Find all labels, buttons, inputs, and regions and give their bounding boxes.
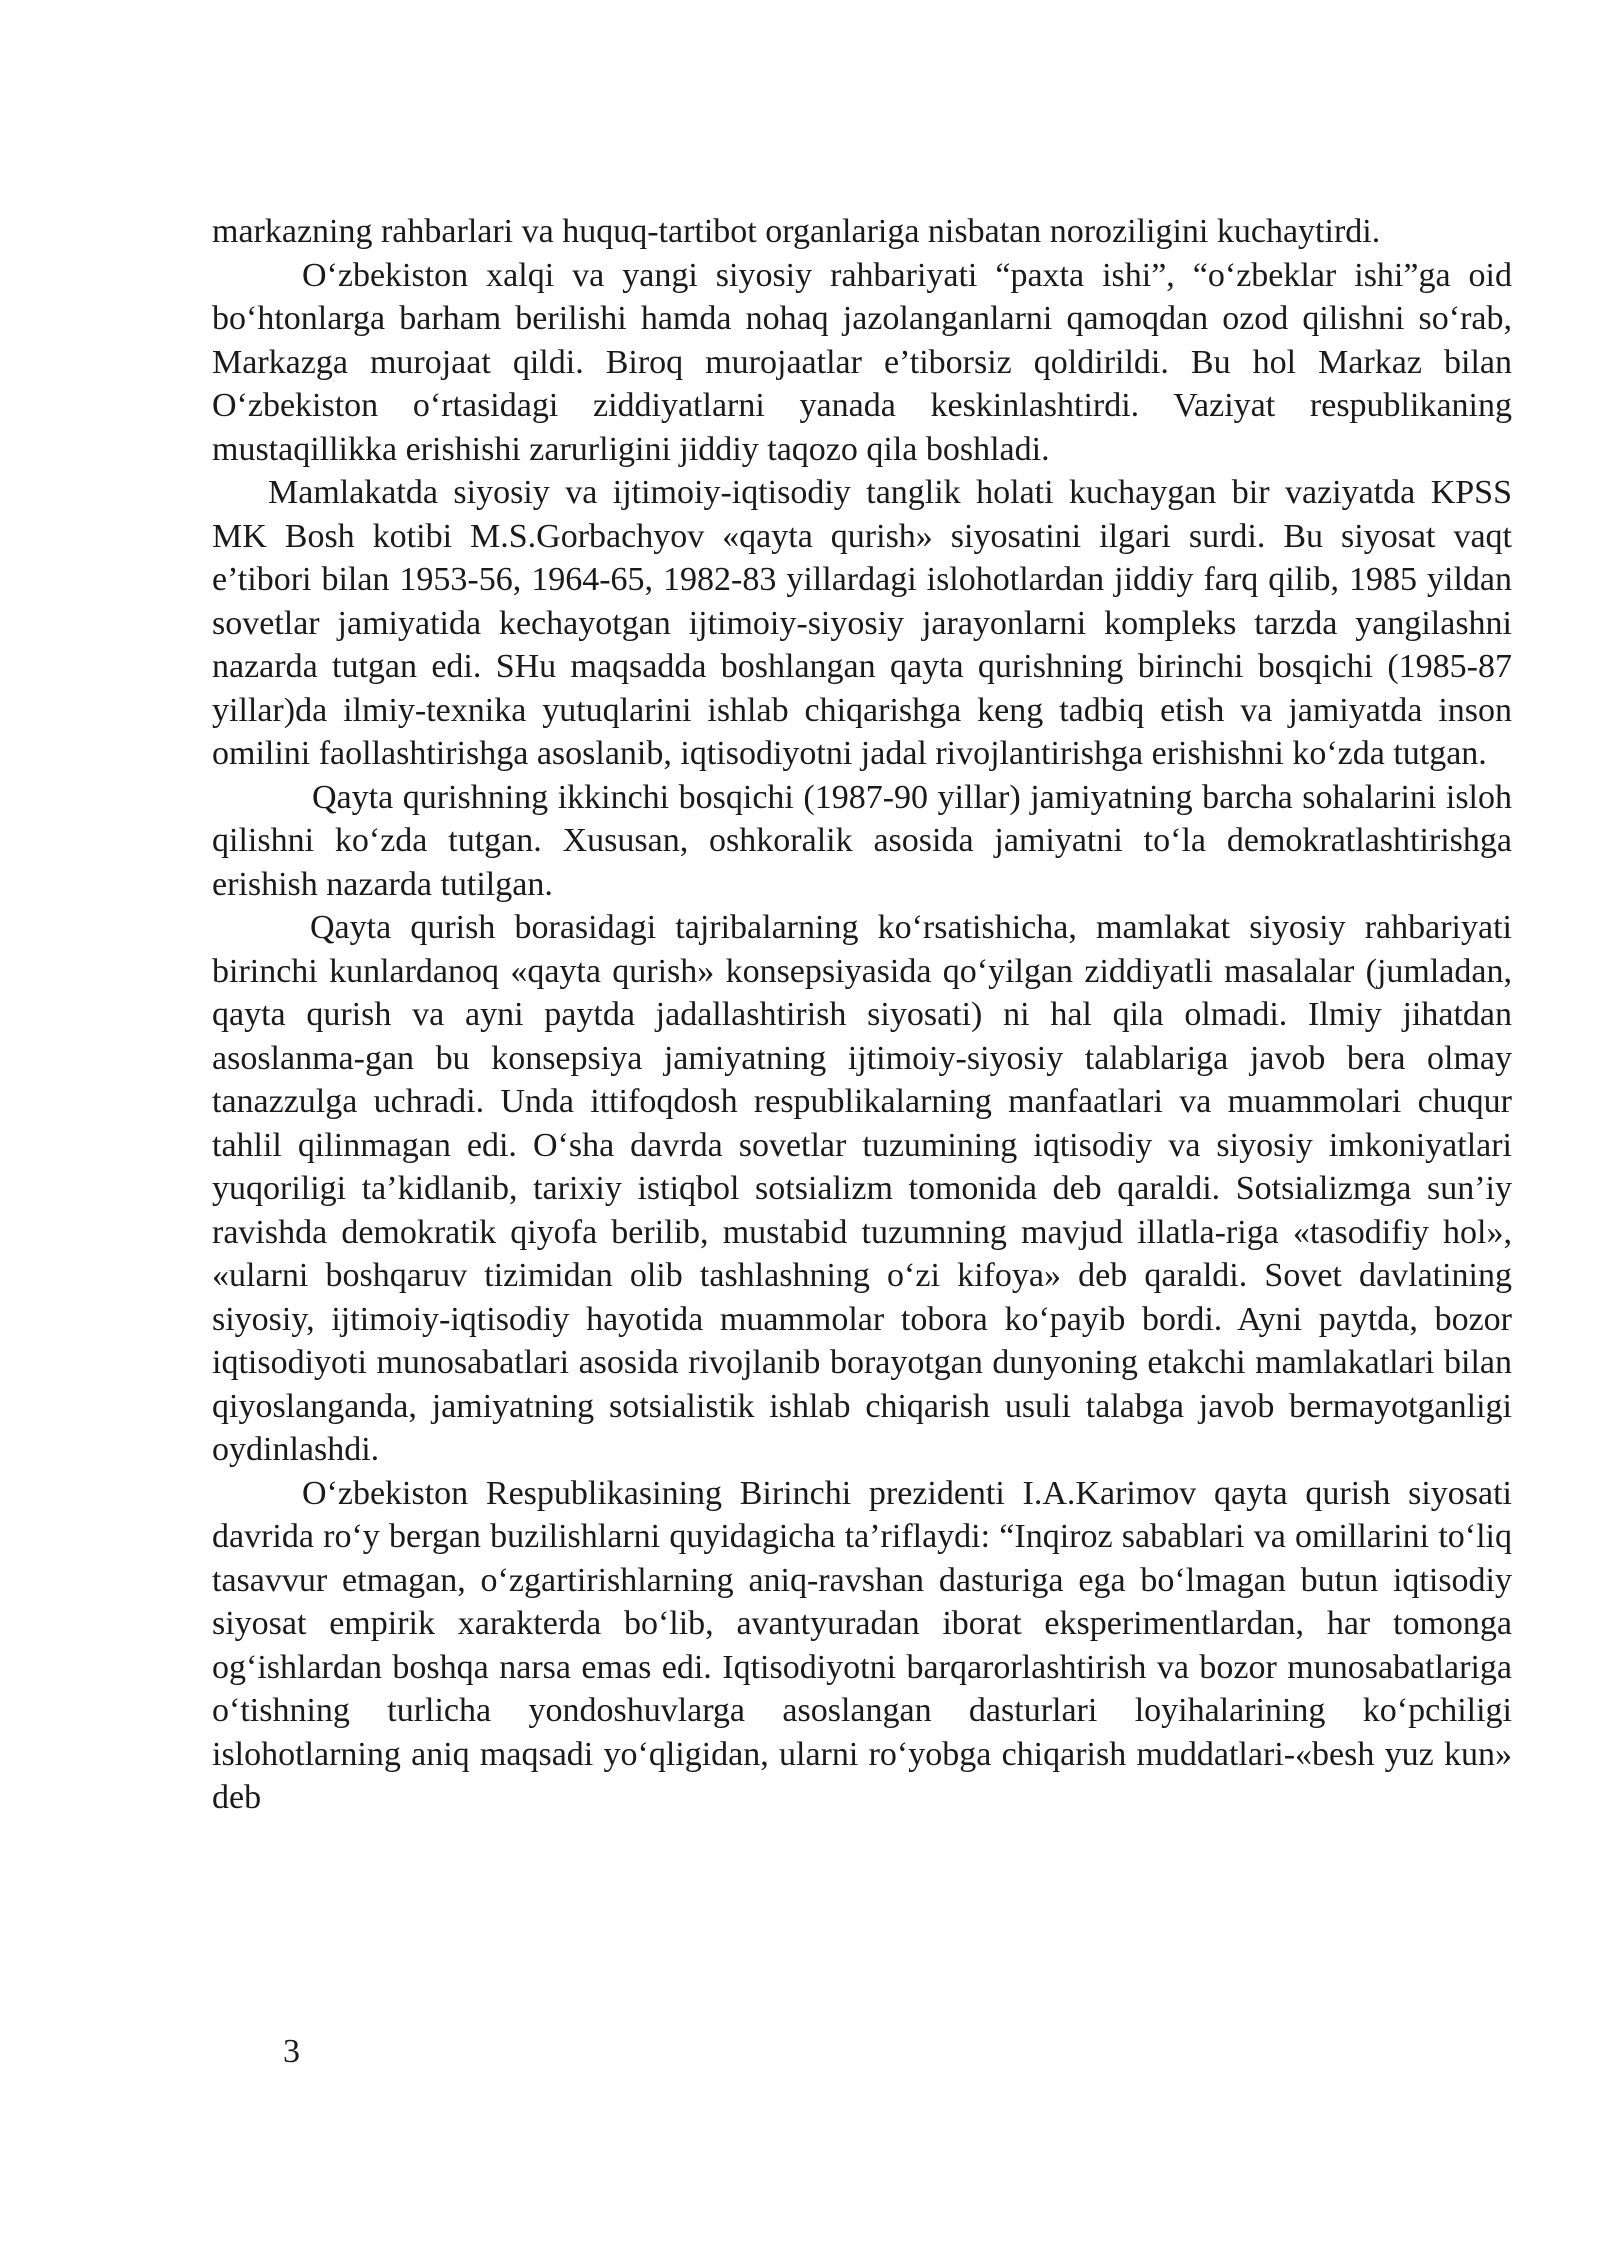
- page-number: 3: [283, 2033, 300, 2070]
- paragraph-continuation: markazning rahbarlari va huquq-tartibot organlariga nisbatan noroziligini kuchaytirdi.: [212, 213, 1381, 250]
- paragraph-perestroika-experience: Qayta qurish borasidagi tajribalarning ko‘rsatishicha, mamlakat siyosiy rahbariyati birinchi kunlardanoq «qayta qurish» konsepsiyasida qo‘yilgan ziddiyatli masalalar (jumladan, qayta qurish va ayni paytda jadallashtirish siyosati) ni hal qila olmadi. Ilmiy jihatdan asoslanma-gan bu konsepsiya jamiyatning ijtimoiy-siyosiy talablariga javob bera olmay tanazzulga uchradi. Unda ittifoqdosh respublikalarning manfaatlari va muammolari chuqur tahlil qilinmagan edi. O‘sha davrda sovetlar tuzumining iqtisodiy va siyosiy imkoniyatlari yuqoriligi ta’kidlanib, tarixiy istiqbol sotsializm tomonida deb qaraldi. Sotsializmga sun’iy ravishda demokratik qiyofa berilib, mustabid tuzumning mavjud illatla-riga «tasodifiy hol», «ularni boshqaruv tizimidan olib tashlashning o‘zi kifoya» deb qaraldi. Sovet davlatining siyosiy, ijtimoiy-iqtisodiy hayotida muammolar tobora ko‘payib bordi. Ayni paytda, bozor iqtisodiyoti munosabatlari asosida rivojlanib borayotgan dunyoning etakchi mamlakatlari bilan qiyoslanganda, jamiyatning sotsialistik ishlab chiqarish usuli talabga javob bermayotganligi oydinlashdi.: [212, 909, 1512, 1468]
- paragraph-karimov-quote: O‘zbekiston Respublikasining Birinchi prezidenti I.A.Karimov qayta qurish siyosati davrida ro‘y bergan buzilishlarni quyidagicha ta’riflaydi: “Inqiroz sabablari va omillarini to‘liq tasavvur etmagan, o‘zgartirishlarning aniq-ravshan dasturiga ega bo‘lmagan butun iqtisodiy siyosat empirik xarakterda bo‘lib, avantyuradan iborat eksperimentlardan, har tomonga og‘ishlardan boshqa narsa emas edi. Iqtisodiyotni barqarorlashtirish va bozor munosabatlariga o‘tishning turlicha yondoshuvlarga asoslangan dasturlari loyihalarining ko‘pchiligi islohotlarning aniq maqsadi yo‘qligidan, ularni ro‘yobga chiqarish muddatlari-«besh yuz kun» deb: [212, 1474, 1512, 1816]
- body-text: [212, 210, 1512, 1820]
- paragraph-second-stage: Qayta qurishning ikkinchi bosqichi (1987-90 yillar) jamiyatning barcha sohalarini isloh qilishni ko‘zda tutgan. Xususan, oshkoralik asosida jamiyatni to‘la demokratlashtirishga erishish nazarda tutilgan.: [212, 778, 1512, 903]
- paragraph-appeal-to-center: O‘zbekiston xalqi va yangi siyosiy rahbariyati “paxta ishi”, “o‘zbeklar ishi”ga oid bo‘htonlarga barham berilishi hamda nohaq jazolanganlarni qamoqdan ozod qilishni so‘rab, Markazga murojaat qildi. Biroq murojaatlar e’tiborsiz qoldirildi. Bu hol Markaz bilan O‘zbekiston o‘rtasidagi ziddiyatlarni yanada keskinlashtirdi. Vaziyat respublikaning mustaqillikka erishishi zarurligini jiddiy taqozo qila boshladi.: [212, 256, 1512, 468]
- paragraph-perestroika-intro: Mamlakatda siyosiy va ijtimoiy-iqtisodiy tanglik holati kuchaygan bir vaziyatda KPSS MK Bosh kotibi M.S.Gorbachyov «qayta qurish» siyosatini ilgari surdi. Bu siyosat vaqt e’tibori bilan 1953-56, 1964-65, 1982-83 yillardagi islohotlardan jiddiy farq qilib, 1985 yildan sovetlar jamiyatida kechayotgan ijtimoiy-siyosiy jarayonlarni kompleks tarzda yangilashni nazarda tutgan edi. SHu maqsadda boshlangan qayta qurishning birinchi bosqichi (1985-87 yillar)da ilmiy-texnika yutuqlarini ishlab chiqarishga keng tadbiq etish va jamiyatda inson omilini faollashtirishga asoslanib, iqtisodiyotni jadal rivojlantirishga erishishni ko‘zda tutgan.: [212, 474, 1512, 772]
